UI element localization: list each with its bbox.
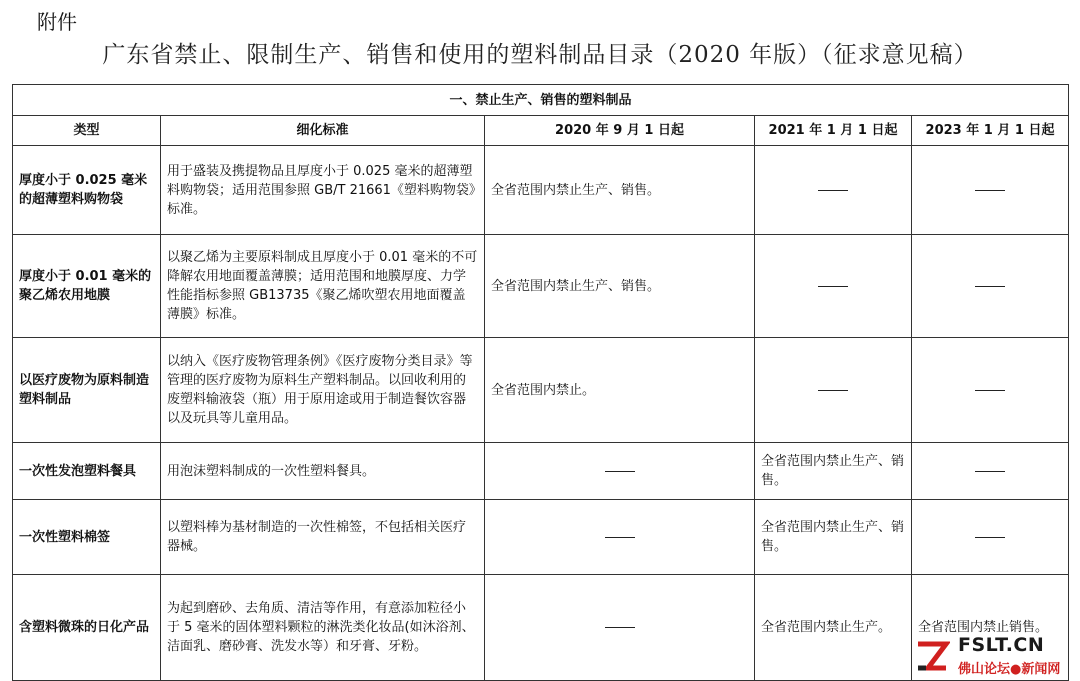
column-header-2023: 2023 年 1 月 1 日起 [912, 116, 1069, 146]
row-2020: 全省范围内禁止生产、销售。 [485, 146, 755, 235]
row-2021-dash [755, 235, 912, 338]
site-watermark [914, 632, 1074, 678]
row-type: 以医疗废物为原料制造塑料制品 [13, 338, 161, 443]
row-type: 厚度小于 0.025 毫米的超薄塑料购物袋 [13, 146, 161, 235]
row-2023: 全省范围内禁止销售。 [912, 575, 1069, 681]
attachment-label: 附件 [37, 10, 77, 34]
row-2021-dash [755, 146, 912, 235]
table-row [13, 575, 1069, 681]
document-title: 广东省禁止、限制生产、销售和使用的塑料制品目录（2020 年版）（征求意见稿） [102, 42, 978, 68]
row-2021-dash [755, 338, 912, 443]
dash-mark [975, 286, 1005, 287]
table-row [13, 500, 1069, 575]
row-detail: 用泡沫塑料制成的一次性塑料餐具。 [161, 443, 485, 500]
table-row [13, 443, 1069, 500]
dash-mark [818, 390, 848, 391]
column-header-type: 类型 [13, 116, 161, 146]
row-type: 厚度小于 0.01 毫米的聚乙烯农用地膜 [13, 235, 161, 338]
plastic-catalog-table [12, 84, 1069, 681]
row-detail: 用于盛装及携提物品且厚度小于 0.025 毫米的超薄塑料购物袋；适用范围参照 GB/T 21661《塑料购物袋》标准。 [161, 146, 485, 235]
dash-mark [605, 537, 635, 538]
row-2023-dash [912, 338, 1069, 443]
dash-mark [975, 390, 1005, 391]
fslt-z-logo-icon [914, 638, 950, 674]
row-2023-dash [912, 146, 1069, 235]
row-2023-dash [912, 235, 1069, 338]
row-detail: 为起到磨砂、去角质、清洁等作用，有意添加粒径小于 5 毫米的固体塑料颗粒的淋洗类化妆品(如沐浴剂、洁面乳、磨砂膏、洗发水等）和牙膏、牙粉。 [161, 575, 485, 681]
row-2020-dash [485, 575, 755, 681]
dash-mark [818, 286, 848, 287]
table-row [13, 338, 1069, 443]
column-header-row [13, 116, 1069, 146]
row-detail: 以纳入《医疗废物管理条例》《医疗废物分类目录》等管理的医疗废物为原料生产塑料制品。以回收利用的废塑料输液袋（瓶）用于原用途或用于制造餐饮容器以及玩具等儿童用品。 [161, 338, 485, 443]
row-type: 含塑料微珠的日化产品 [13, 575, 161, 681]
dash-mark [605, 627, 635, 628]
dash-mark [975, 190, 1005, 191]
row-type: 一次性发泡塑料餐具 [13, 443, 161, 500]
dash-mark [975, 471, 1005, 472]
row-2021: 全省范围内禁止生产。 [755, 575, 912, 681]
watermark-site: FSLT.CN [958, 634, 1045, 656]
row-detail: 以聚乙烯为主要原料制成且厚度小于 0.01 毫米的不可降解农用地面覆盖薄膜；适用范围和地膜厚度、力学性能指标参照 GB13735《聚乙烯吹塑农用地面覆盖薄膜》标准。 [161, 235, 485, 338]
column-header-2020: 2020 年 9 月 1 日起 [485, 116, 755, 146]
row-2023-dash [912, 443, 1069, 500]
dash-mark [605, 471, 635, 472]
dash-mark [975, 537, 1005, 538]
table-row [13, 235, 1069, 338]
row-type: 一次性塑料棉签 [13, 500, 161, 575]
section-title: 一、禁止生产、销售的塑料制品 [13, 85, 1069, 116]
row-2020: 全省范围内禁止。 [485, 338, 755, 443]
row-detail: 以塑料棒为基材制造的一次性棉签，不包括相关医疗器械。 [161, 500, 485, 575]
column-header-2021: 2021 年 1 月 1 日起 [755, 116, 912, 146]
row-2021: 全省范围内禁止生产、销售。 [755, 500, 912, 575]
row-2023-dash [912, 500, 1069, 575]
row-2020-dash [485, 500, 755, 575]
row-2020-dash [485, 443, 755, 500]
section-header-row [13, 85, 1069, 116]
dash-mark [818, 190, 848, 191]
row-2021: 全省范围内禁止生产、销售。 [755, 443, 912, 500]
column-header-detail: 细化标准 [161, 116, 485, 146]
table-row [13, 146, 1069, 235]
watermark-subtitle: 佛山论坛●新闻网 [958, 662, 1061, 677]
row-2020: 全省范围内禁止生产、销售。 [485, 235, 755, 338]
